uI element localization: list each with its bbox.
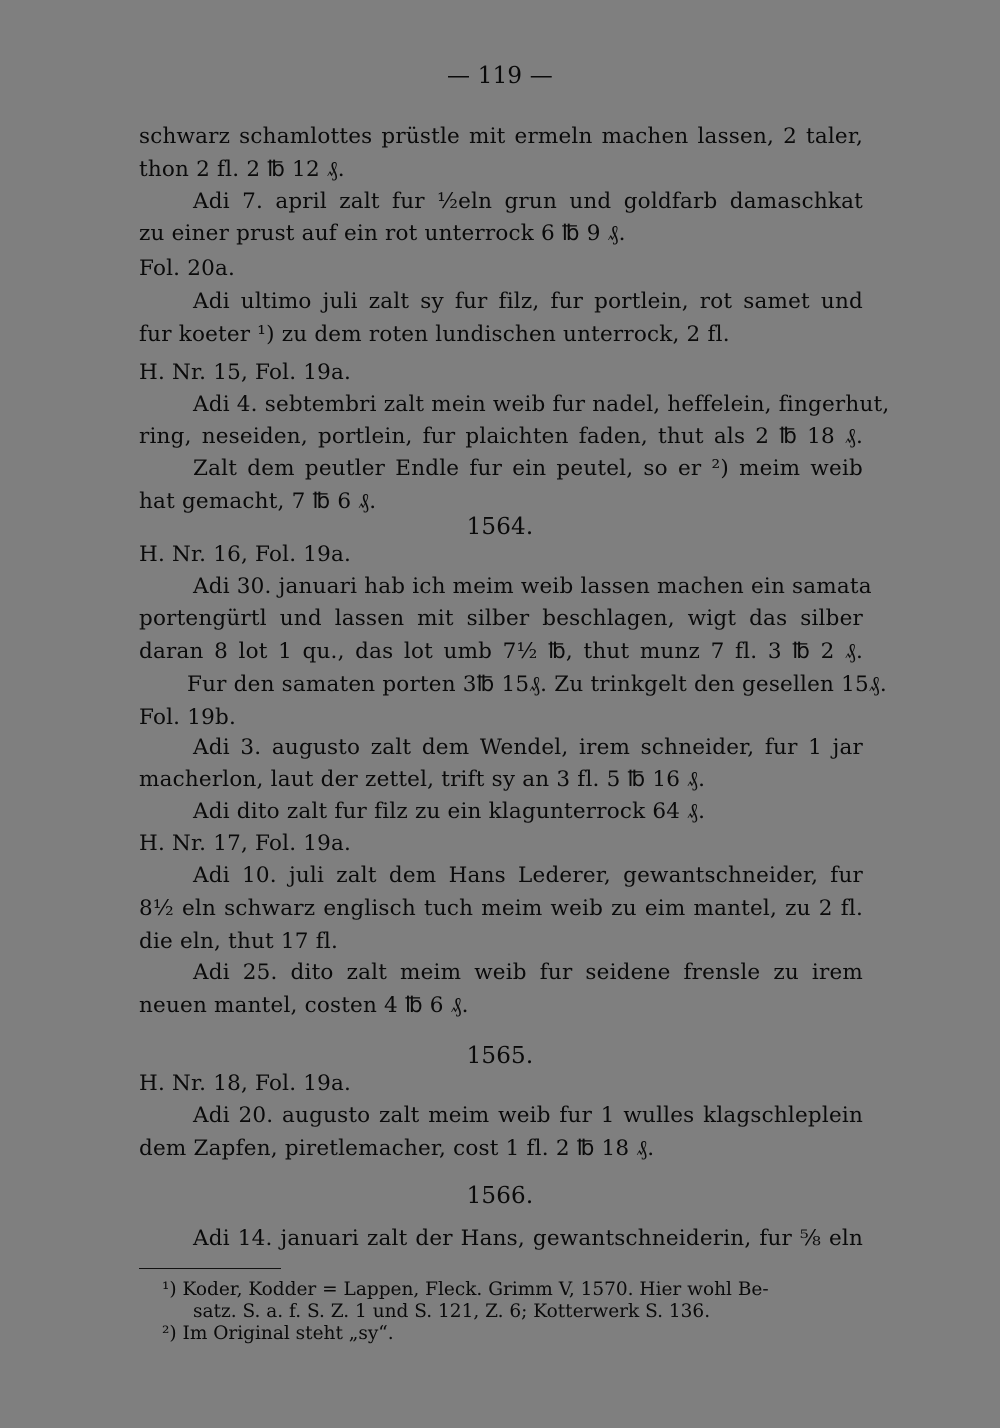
text-line: Adi 25. dito zalt meim weib fur seidene frensle zu irem	[193, 960, 863, 985]
footnote-2: ²) Im Original steht „sy“.	[162, 1323, 394, 1344]
text-line: die eln, thut 17 fl.	[139, 929, 338, 954]
text-line: fur koeter ¹) zu dem roten lundischen unterrock, 2 fl.	[139, 322, 730, 347]
text-line: thon 2 fl. 2 ℔ 12 ₰.	[139, 157, 345, 182]
text-line: dem Zapfen, piretlemacher, cost 1 fl. 2 ℔ 18 ₰.	[139, 1136, 655, 1161]
text-line: Adi 7. april zalt fur ½eln grun und goldfarb damaschkat	[193, 189, 863, 214]
folio-heading: H. Nr. 16, Fol. 19a.	[139, 542, 352, 567]
text-line: Adi dito zalt fur filz zu ein klagunterrock 64 ₰.	[193, 799, 706, 824]
folio-heading: H. Nr. 18, Fol. 19a.	[139, 1071, 352, 1096]
folio-heading: H. Nr. 17, Fol. 19a.	[139, 831, 352, 856]
text-line: Adi ultimo juli zalt sy fur filz, fur portlein, rot samet und	[193, 289, 863, 314]
text-line: portengürtl und lassen mit silber beschlagen, wigt das silber	[139, 606, 863, 631]
text-line: Fur den samaten porten 3℔ 15₰. Zu trinkgelt den gesellen 15₰.	[187, 672, 887, 697]
text-line: Adi 20. augusto zalt meim weib fur 1 wulles klagschleplein	[193, 1103, 863, 1128]
year-heading: 1566.	[466, 1183, 534, 1209]
text-line: Adi 30. januari hab ich meim weib lassen machen ein samata	[193, 574, 872, 599]
text-line: Adi 4. sebtembri zalt mein weib fur nadel, heffelein, fingerhut,	[193, 392, 890, 417]
year-heading: 1565.	[466, 1043, 534, 1069]
text-line: 8½ eln schwarz englisch tuch meim weib zu eim mantel, zu 2 fl.	[139, 896, 863, 921]
page-number: — 119 —	[447, 63, 553, 89]
text-line: zu einer prust auf ein rot unterrock 6 ℔ 9 ₰.	[139, 221, 626, 246]
footnote-1: ¹) Koder, Kodder = Lappen, Fleck. Grimm V, 1570. Hier wohl Be-	[162, 1279, 769, 1300]
text-line: Adi 10. juli zalt dem Hans Lederer, gewantschneider, fur	[193, 863, 863, 888]
footnote-1-continued: satz. S. a. f. S. Z. 1 und S. 121, Z. 6; Kotterwerk S. 136.	[193, 1301, 711, 1322]
text-line: neuen mantel, costen 4 ℔ 6 ₰.	[139, 993, 469, 1018]
text-line: Zalt dem peutler Endle fur ein peutel, so er ²) meim weib	[193, 456, 863, 481]
text-line: ring, neseiden, portlein, fur plaichten faden, thut als 2 ℔ 18 ₰.	[139, 424, 863, 449]
year-heading: 1564.	[466, 514, 534, 540]
text-line: Adi 3. augusto zalt dem Wendel, irem schneider, fur 1 jar	[193, 735, 863, 760]
folio-heading: H. Nr. 15, Fol. 19a.	[139, 360, 352, 385]
folio-heading: Fol. 20a.	[139, 256, 236, 281]
text-line: daran 8 lot 1 qu., das lot umb 7½ ℔, thut munz 7 fl. 3 ℔ 2 ₰.	[139, 639, 863, 664]
text-line: macherlon, laut der zettel, trift sy an 3 fl. 5 ℔ 16 ₰.	[139, 767, 706, 792]
footnote-rule	[139, 1268, 281, 1269]
text-line: schwarz schamlottes prüstle mit ermeln machen lassen, 2 taler,	[139, 124, 863, 149]
text-line: hat gemacht, 7 ℔ 6 ₰.	[139, 489, 377, 514]
text-line: Adi 14. januari zalt der Hans, gewantschneiderin, fur ⅝ eln	[193, 1226, 863, 1251]
folio-heading: Fol. 19b.	[139, 705, 236, 730]
